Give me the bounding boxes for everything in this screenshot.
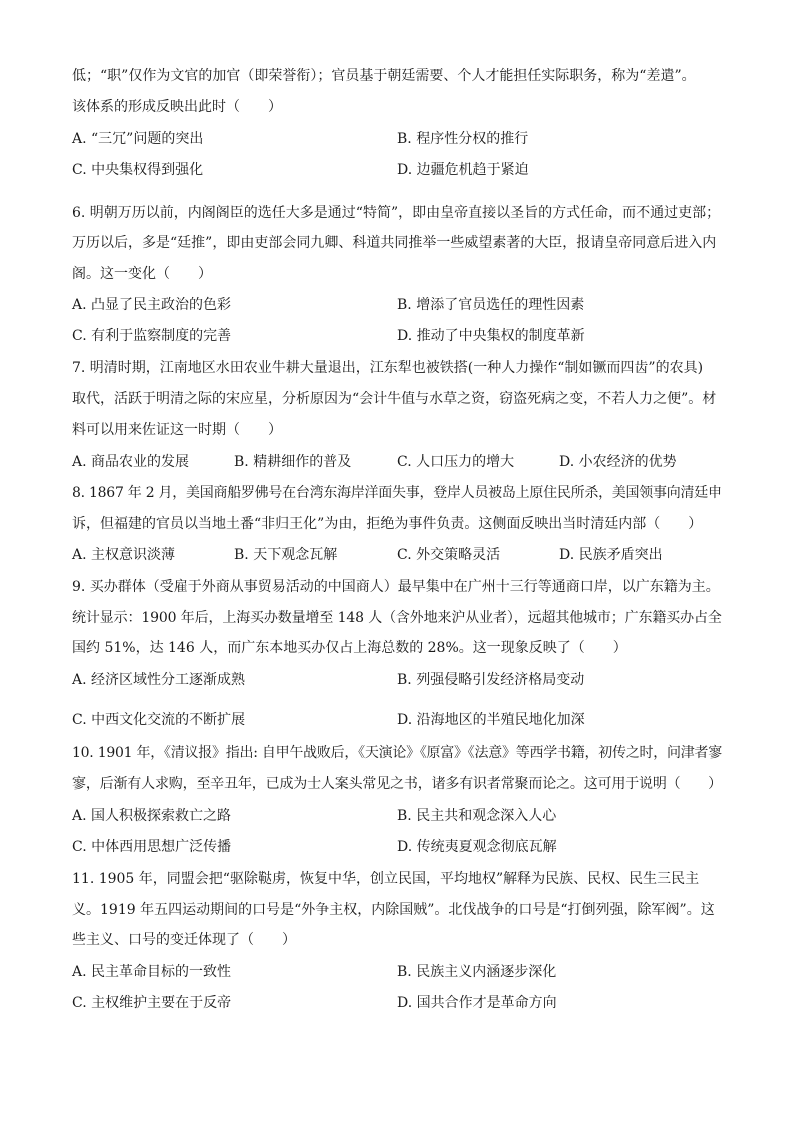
question-7-text-line: 7. 明清时期，江南地区水田农业牛耕大量退出，江东犁也被铁搭(一种人力操作“制如镢而四齿”的农具) bbox=[72, 360, 704, 376]
q8-option-d: D. 民族矛盾突出 bbox=[559, 547, 663, 563]
q5-option-a: A. “三冗”问题的突出 bbox=[72, 131, 204, 147]
q6-option-c: C. 有利于监察制度的完善 bbox=[72, 328, 232, 344]
q5-option-b: B. 程序性分权的推行 bbox=[397, 131, 529, 147]
q10-option-d: D. 传统夷夏观念彻底瓦解 bbox=[397, 839, 557, 855]
q11-option-d: D. 国共合作才是革命方向 bbox=[397, 995, 557, 1011]
question-7-text-line: 取代，活跃于明清之际的宋应星，分析原因为“会计牛值与水草之资，窃盗死病之变，不若人力之便”。材 bbox=[72, 391, 717, 407]
q8-option-a: A. 主权意识淡薄 bbox=[72, 547, 176, 563]
question-6-text-line: 阁。这一变化（ ） bbox=[72, 266, 212, 282]
q7-option-b: B. 精耕细作的普及 bbox=[234, 454, 352, 470]
q6-option-a: A. 凸显了民主政治的色彩 bbox=[72, 297, 232, 313]
question-11-text-line: 些主义、口号的变迁体现了（ ） bbox=[72, 932, 296, 948]
q9-option-c: C. 中西文化交流的不断扩展 bbox=[72, 712, 246, 728]
q7-option-a: A. 商品农业的发展 bbox=[72, 454, 190, 470]
question-9-text-line: 9. 买办群体（受雇于外商从事贸易活动的中国商人）最早集中在广州十三行等通商口岸，以广东籍为主。 bbox=[72, 579, 720, 595]
q11-option-a: A. 民主革命目标的一致性 bbox=[72, 964, 232, 980]
question-5-text-line: 该体系的形成反映出此时（ ） bbox=[72, 99, 282, 115]
q7-option-d: D. 小农经济的优势 bbox=[559, 454, 677, 470]
q9-option-a: A. 经济区域性分工逐渐成熟 bbox=[72, 672, 246, 688]
question-6-text-line: 万历以后，多是“廷推”，即由吏部会同九卿、科道共同推举一些威望素著的大臣，报请皇帝同意后进入内 bbox=[72, 235, 717, 251]
q7-option-c: C. 人口压力的增大 bbox=[397, 454, 515, 470]
q8-option-c: C. 外交策略灵活 bbox=[397, 547, 501, 563]
q11-option-c: C. 主权维护主要在于反帝 bbox=[72, 995, 232, 1011]
question-10-text-line: 10. 1901 年，《清议报》指出: 自甲午战败后，《天演论》《原富》《法意》等西学书籍，初传之时，问津者寥 bbox=[72, 745, 722, 761]
question-10-text-line: 寥，后渐有人求购，至辛丑年，已成为士人案头常见之书，诸多有识者常聚而论之。这可用于说明（ ） bbox=[72, 776, 722, 792]
question-8-text-line: 8. 1867 年 2 月，美国商船罗佛号在台湾东海岸洋面失事，登岸人员被岛上原住民所杀，美国领事向清廷申 bbox=[72, 485, 722, 501]
q6-option-d: D. 推动了中央集权的制度革新 bbox=[397, 328, 585, 344]
question-9-text-line: 统计显示：1900 年后，上海买办数量增至 148 人（含外地来沪从业者），远超其他城市；广东籍买办占全 bbox=[72, 610, 722, 626]
q6-option-b: B. 增添了官员选任的理性因素 bbox=[397, 297, 585, 313]
question-5-text-line: 低；“职”仅作为文官的加官（即荣誉衔）；官员基于朝廷需要、个人才能担任实际职务，称为“差遣”。 bbox=[72, 68, 696, 84]
question-11-text-line: 义。1919 年五四运动期间的口号是“外争主权，内除国贼”。北伐战争的口号是“打倒列强，除军阀”。这 bbox=[72, 902, 715, 918]
q10-option-c: C. 中体西用思想广泛传播 bbox=[72, 839, 232, 855]
question-6-text-line: 6. 明朝万历以前，内阁阁臣的选任大多是通过“特简”，即由皇帝直接以圣旨的方式任命，而不通过吏部； bbox=[72, 205, 721, 221]
q10-option-b: B. 民主共和观念深入人心 bbox=[397, 808, 557, 824]
question-7-text-line: 料可以用来佐证这一时期（ ） bbox=[72, 422, 282, 438]
q5-option-c: C. 中央集权得到强化 bbox=[72, 162, 204, 178]
q8-option-b: B. 天下观念瓦解 bbox=[234, 547, 338, 563]
q10-option-a: A. 国人积极探索救亡之路 bbox=[72, 808, 232, 824]
q9-option-d: D. 沿海地区的半殖民地化加深 bbox=[397, 712, 585, 728]
q11-option-b: B. 民族主义内涵逐步深化 bbox=[397, 964, 557, 980]
question-11-text-line: 11. 1905 年，同盟会把“驱除鞑虏，恢复中华，创立民国，平均地权”解释为民族、民权、民生三民主 bbox=[72, 871, 700, 887]
question-8-text-line: 诉，但福建的官员以当地土番“非归王化”为由，拒绝为事件负责。这侧面反映出当时清廷内部（ ） bbox=[72, 516, 703, 532]
q5-option-d: D. 边疆危机趋于紧迫 bbox=[397, 162, 529, 178]
question-9-text-line: 国约 51%，达 146 人，而广东本地买办仅占上海总数的 28%。这一现象反映了（ ） bbox=[72, 640, 627, 656]
q9-option-b: B. 列强侵略引发经济格局变动 bbox=[397, 672, 585, 688]
